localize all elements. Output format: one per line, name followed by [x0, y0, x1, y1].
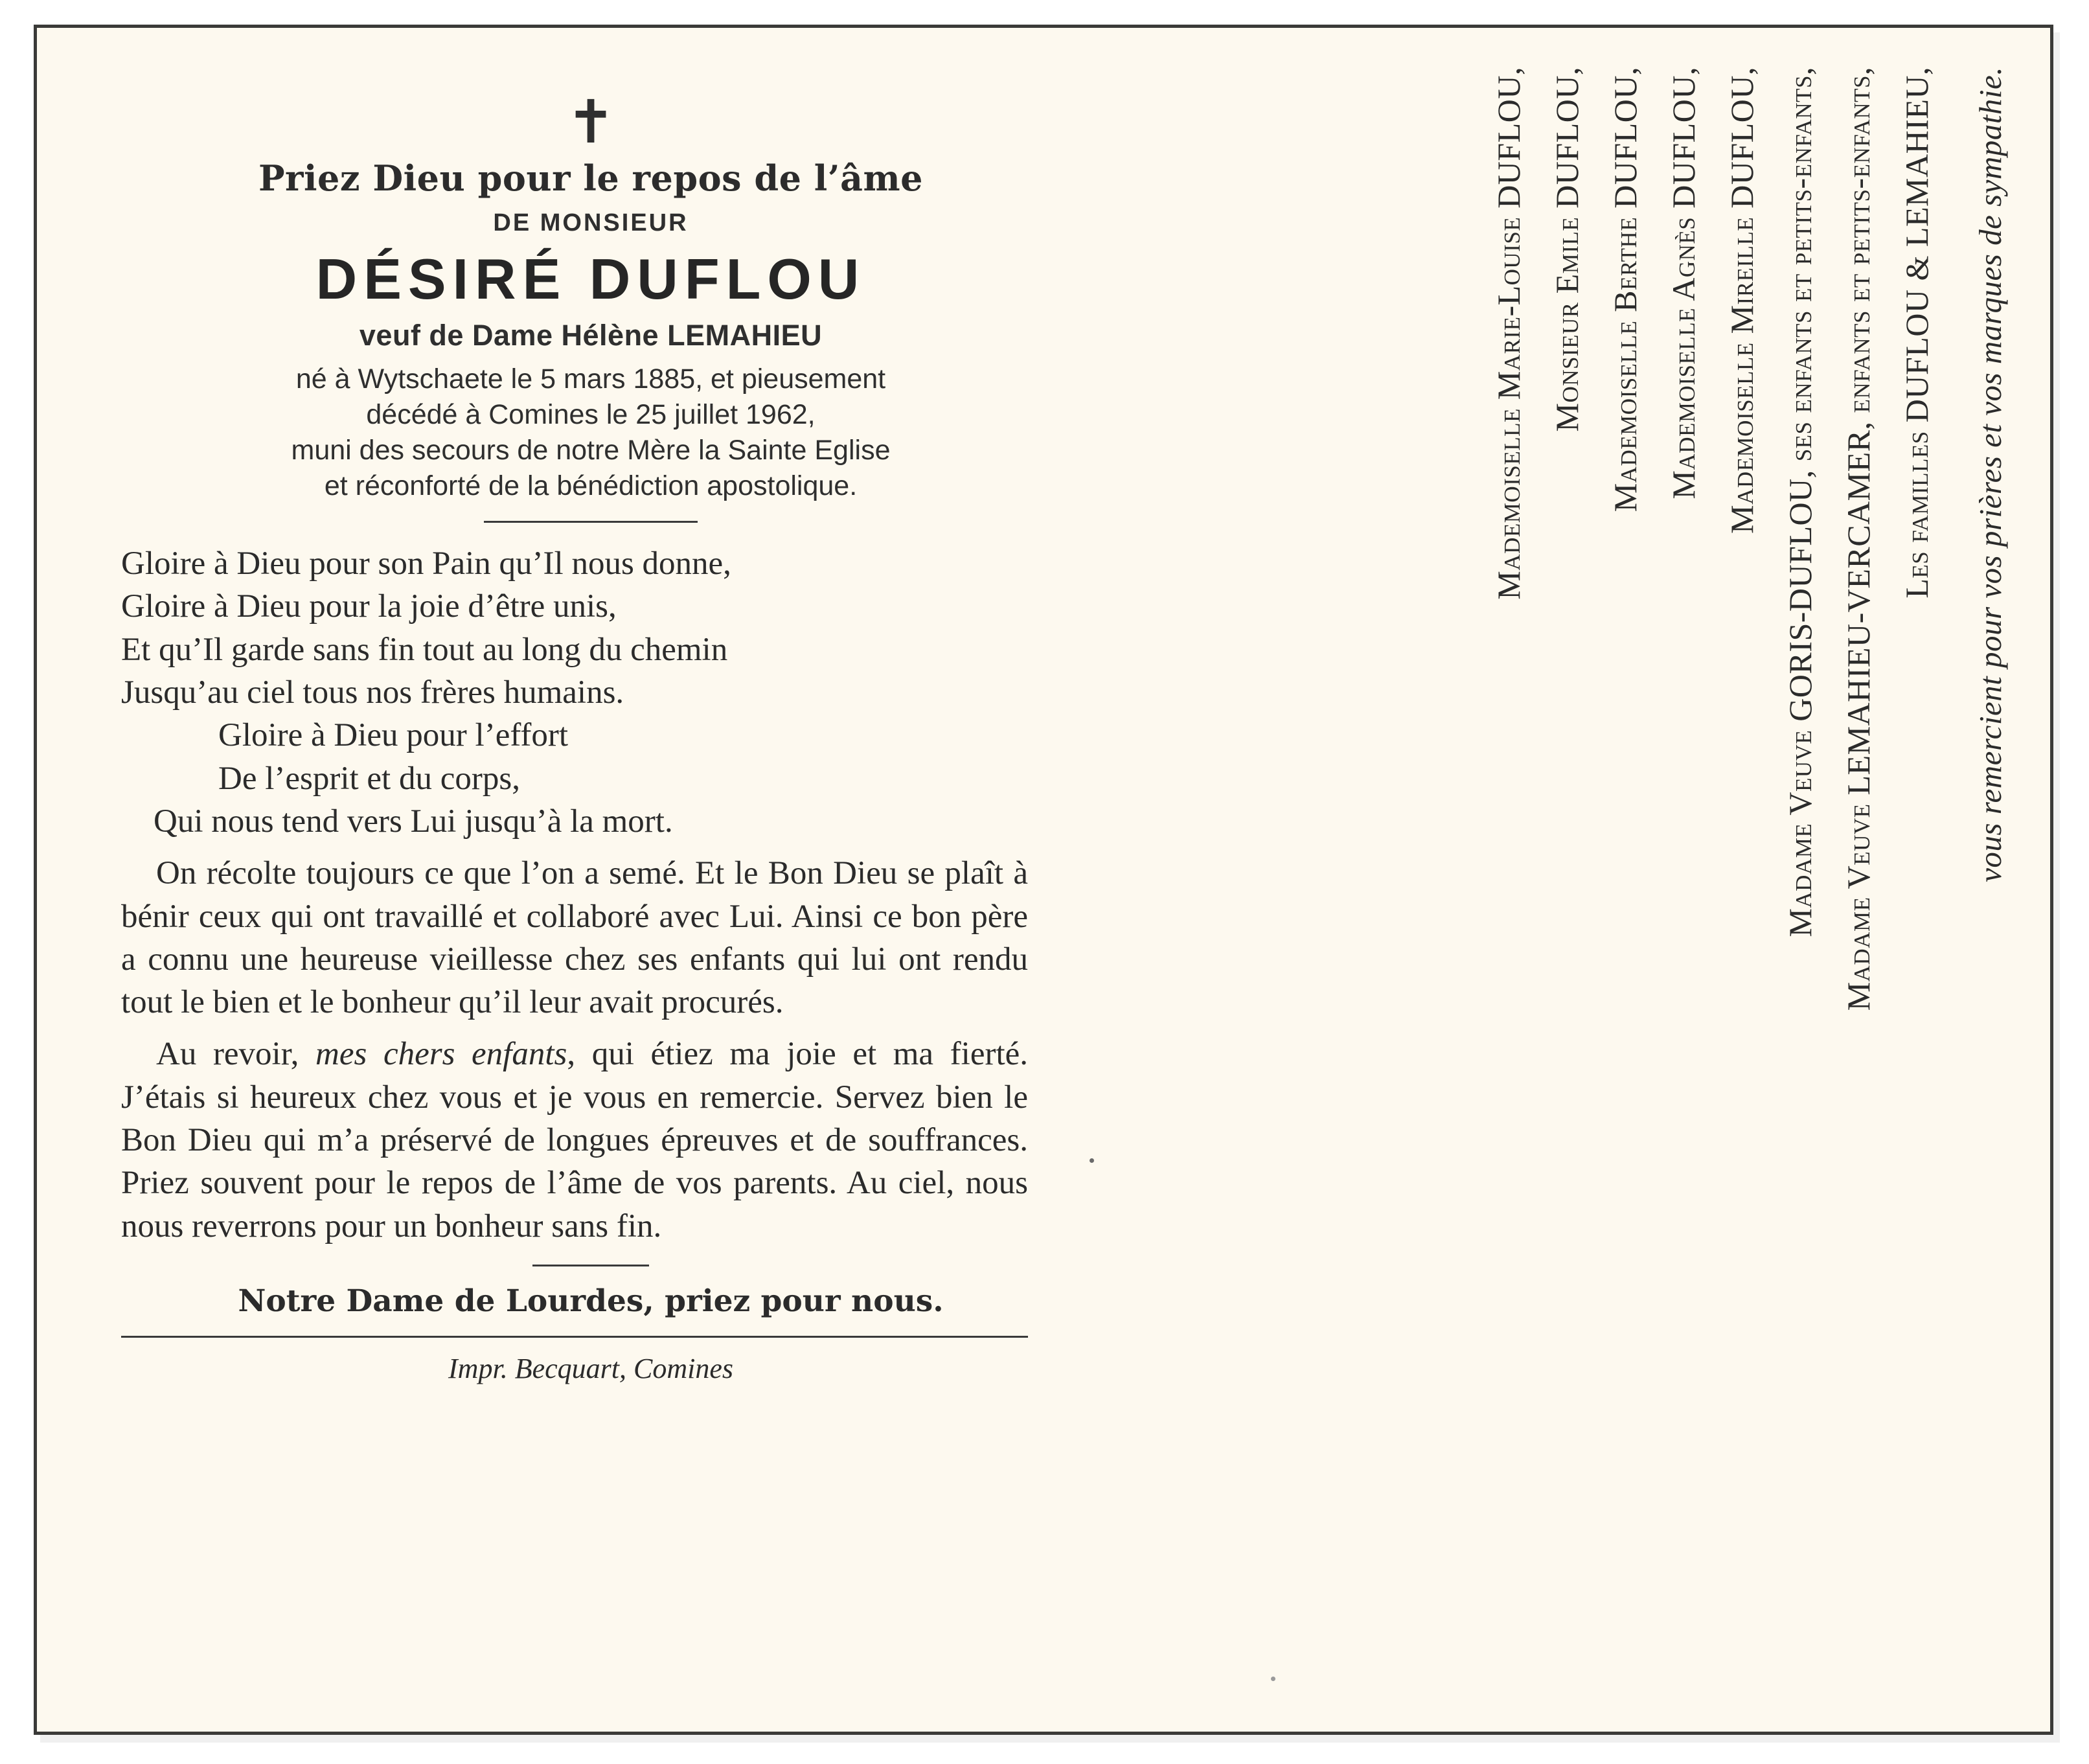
list-item: Mademoiselle Marie-Louise DUFLOU, — [1490, 67, 1527, 600]
list-item: Mademoiselle Agnès DUFLOU, — [1665, 67, 1702, 499]
memorial-card — [34, 25, 2053, 1735]
list-item: Monsieur Emile DUFLOU, — [1549, 67, 1585, 432]
paper-speck — [1090, 1158, 1094, 1163]
paragraph-two — [121, 1033, 1028, 1247]
poem-line: De l’esprit et du corps, — [218, 760, 520, 797]
sacraments-line: muni des secours de notre Mère la Sainte Eglise — [291, 435, 891, 466]
lourdes-invocation: Notre Dame de Lourdes, priez pour nous. — [238, 1283, 944, 1319]
paper-speck — [1271, 1677, 1275, 1681]
birth-line: né à Wytschaete le 5 mars 1885, et pieusement — [295, 363, 886, 395]
prayer-heading: Priez Dieu pour le repos de l’âme — [258, 157, 924, 199]
cross-icon: ✝ — [565, 89, 616, 155]
poem-line: Gloire à Dieu pour la joie d’être unis, — [121, 588, 617, 625]
poem-block — [121, 542, 1067, 843]
card-inner — [37, 28, 2050, 1732]
mourners-list — [1479, 67, 2019, 1647]
printer-credit: Impr. Becquart, Comines — [448, 1352, 733, 1384]
list-item: Mademoiselle Berthe DUFLOU, — [1607, 67, 1643, 512]
paragraph-two-start: Au revoir, — [156, 1036, 316, 1073]
list-item: Mademoiselle Mireille DUFLOU, — [1724, 67, 1760, 534]
list-item: Madame Veuve GORIS-DUFLOU, ses enfants et petits-enfants, — [1782, 67, 1818, 937]
list-item: Les familles DUFLOU & LEMAHIEU, — [1899, 67, 1935, 599]
poem-line: Qui nous tend vers Lui jusqu’à la mort. — [154, 803, 673, 840]
death-line: décédé à Comines le 25 juillet 1962, — [366, 399, 816, 431]
list-item: Madame Veuve LEMAHIEU-VERCAMER, enfants et petits-enfants, — [1840, 67, 1877, 1011]
paragraph-two-emphasis: mes chers enfants — [315, 1036, 567, 1073]
poem-line: Jusqu’au ciel tous nos frères humains. — [121, 674, 624, 711]
paragraph-one-text: On récolte toujours ce que l’on a semé. Et le Bon Dieu se plaît à bénir ceux qui ont travaillé et collaboré avec Lui. Ainsi ce bon père a connu une heureuse vieillesse chez ses enfants qui lui ont rendu tout le bien et le bonheur qu’il leur avait procurés. — [121, 855, 1028, 1021]
divider-printer — [121, 1336, 1028, 1338]
thanks-line: vous remercient pour vos prières et vos marques de sympathie. — [1972, 67, 2008, 882]
spouse-line: veuf de Dame Hélène LEMAHIEU — [359, 319, 823, 352]
divider-top — [484, 521, 698, 523]
poem-line: Et qu’Il garde sans fin tout au long du chemin — [121, 631, 728, 668]
poem-line: Gloire à Dieu pour son Pain qu’Il nous donne, — [121, 545, 731, 582]
header-block — [115, 157, 1067, 504]
poem-line: Gloire à Dieu pour l’effort — [218, 717, 569, 754]
left-text-column — [115, 73, 1067, 1693]
honorific-label: DE MONSIEUR — [493, 209, 689, 236]
paragraph-two-end: , qui étiez ma joie et ma fierté. J’étais si heureux chez vous et je vous en remercie. Servez bien le Bon Dieu qui m’a préservé de longues épreuves et de souffrances. Priez souvent pour le repos de l’âme de vos parents. Au ciel, nous nous reverrons pour un bonheur sans fin. — [121, 1036, 1029, 1244]
blessing-line: et réconforté de la bénédiction apostolique. — [324, 470, 858, 502]
paragraph-one — [121, 852, 1028, 1024]
divider-bottom — [532, 1265, 649, 1266]
right-mourners-column — [1255, 67, 2019, 1686]
deceased-name: DÉSIRÉ DUFLOU — [315, 247, 866, 311]
